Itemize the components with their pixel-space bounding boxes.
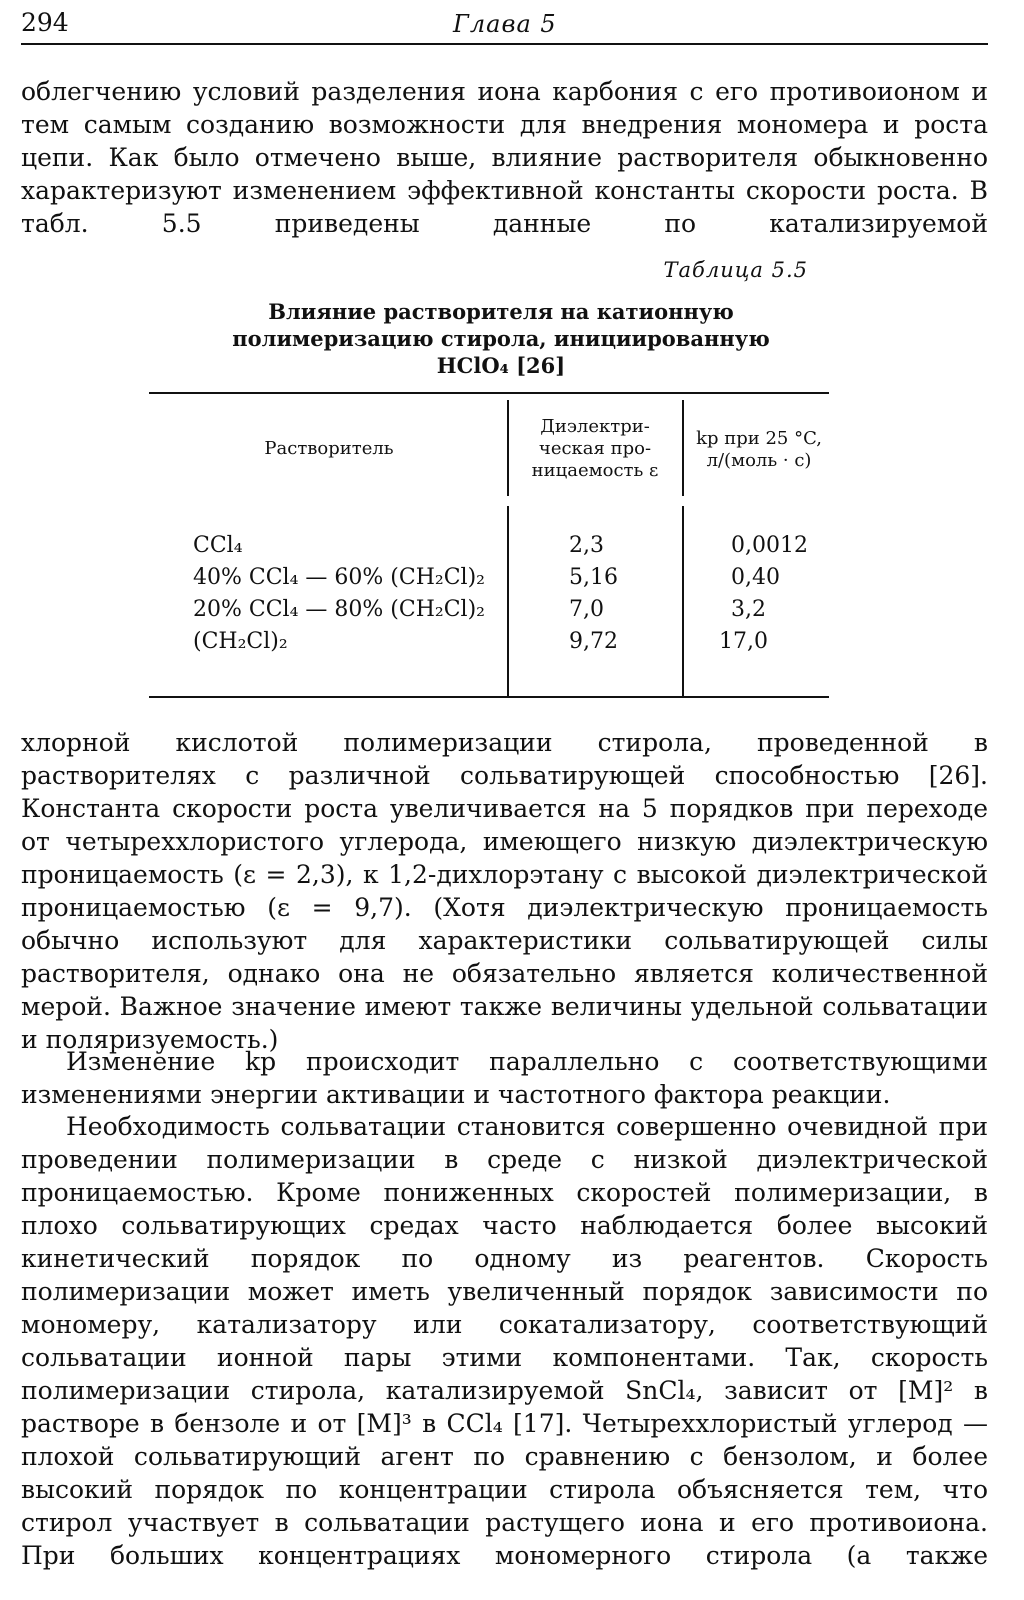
table-body-divider-1 (507, 506, 509, 696)
table-cell-dielectric: 2,3 (569, 533, 604, 558)
table-title-line-1: Влияние растворителя на катионную (268, 299, 734, 324)
column-header-dielectric-line-1: Диэлектри- (540, 416, 650, 437)
column-header-kp-line-2: л/(моль · с) (706, 450, 812, 471)
table-body-divider-2 (682, 506, 684, 696)
column-header-kp-line-1: kp при 25 °C, (696, 428, 822, 449)
column-header-dielectric-line-3: ницаемость ε (531, 460, 659, 481)
book-page (21, 0, 988, 1600)
table-cell-kp: 3,2 (731, 597, 766, 622)
table-title-line-2: полимеризацию стирола, инициированную (232, 326, 770, 351)
table-cell-dielectric: 5,16 (569, 565, 618, 590)
column-header-dielectric-line-2: ческая про- (538, 438, 652, 459)
table-cell-solvent: 20% CCl₄ — 80% (CH₂Cl)₂ (193, 597, 485, 622)
table-title-line-3: HClO₄ [26] (436, 353, 566, 378)
table-title (221, 298, 781, 379)
table-cell-solvent: 40% CCl₄ — 60% (CH₂Cl)₂ (193, 565, 485, 590)
table-cell-kp: 0,40 (731, 565, 780, 590)
table-top-rule (149, 392, 829, 394)
column-header-solvent: Растворитель (264, 438, 394, 459)
table-cell-solvent: (CH₂Cl)₂ (193, 629, 288, 654)
page-header (21, 8, 988, 44)
paragraph-kp-change: Изменение kp происходит параллельно с соответствующими изменениями энергии активации и частотного фактора реакции. (21, 1047, 988, 1109)
paragraph-solvation: Необходимость сольватации становится совершенно очевидной при проведении полимеризации в среде с низкой диэлектрической проницаемостью. Кроме пониженных скоростей полимеризации, в плохо сольватирующих средах часто наблюдается более высокий кинетический порядок по одному из реагентов. Скорость полимеризации может иметь увеличенный порядок зависимости по мономеру, катализатору или сокатализатору, соответствующий сольватации ионной пары этими компонентами. Так, скорость полимеризации стирола, катализируемой SnCl₄, зависит от [M]² в растворе в бензоле и от [M]³ в CCl₄ [17]. Четыреххлористый углерод — плохой сольватирующий агент по сравнению с бензолом, и более высокий порядок по концентрации стирола объясняется тем, что стирол участвует в сольватации растущего иона и его противоиона. При больших концентрациях мономерного стирола (а также (21, 1112, 988, 1570)
data-table (149, 390, 829, 702)
page-number: 294 (21, 8, 69, 37)
header-rule (21, 43, 988, 45)
table-caption: Таблица 5.5 (663, 258, 808, 282)
paragraph-intro: облегчению условий разделения иона карбония с его противоионом и тем самым созданию возможности для внедрения мономера и роста цепи. Как было отмечено выше, влияние растворителя обыкновенно характеризуют изменением эффективной константы скорости роста. В табл. 5.5 приведены данные по катализируемой (21, 77, 988, 238)
table-cell-kp: 0,0012 (731, 533, 808, 558)
table-header-divider-2 (682, 400, 684, 496)
column-header-kp (689, 428, 829, 472)
table-cell-solvent: CCl₄ (193, 533, 243, 558)
table-cell-kp: 17,0 (719, 629, 768, 654)
table-header-divider-1 (507, 400, 509, 496)
paragraph-table-discussion: хлорной кислотой полимеризации стирола, проведенной в растворителях с различной сольватирующей способностью [26]. Константа скорости роста увеличивается на 5 порядков при переходе от четыреххлористого углерода, имеющего низкую диэлектрическую проницаемость (ε = 2,3), к 1,2-дихлорэтану с высокой диэлектрической проницаемостью (ε = 9,7). (Хотя диэлектрическую проницаемость обычно используют для характеристики сольватирующей силы растворителя, однако она не обязательно является количественной мерой. Важное значение имеют также величины удельной сольватации и поляризуемость.) (21, 728, 988, 1054)
table-cell-dielectric: 7,0 (569, 597, 604, 622)
column-header-dielectric (515, 416, 675, 482)
table-cell-dielectric: 9,72 (569, 629, 618, 654)
running-title: Глава 5 (453, 10, 557, 38)
table-bottom-rule (149, 696, 829, 698)
